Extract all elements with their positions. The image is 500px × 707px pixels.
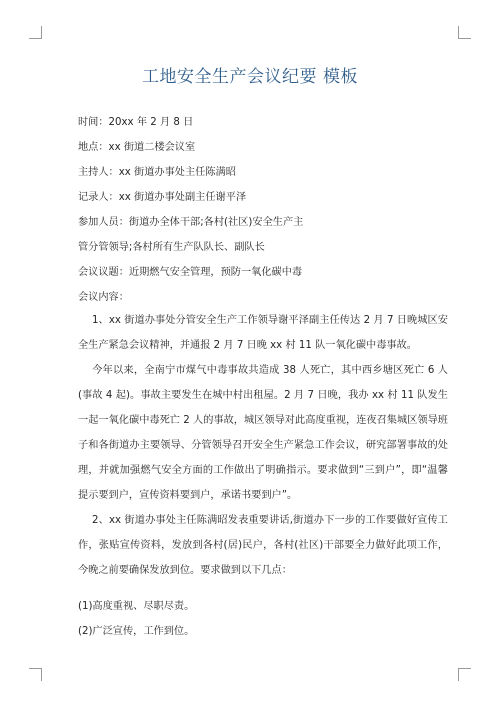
- crop-mark-bottom-right: [458, 668, 471, 681]
- paragraph-2: 今年以来，全南宁市煤气中毒事故共造成 38 人死亡，其中西乡塘区死亡 6 人(事故 4 起)。事故主要发生在城中村出租屋。2 月 7 日晚，我办 xx 村 11 队发生一起一氧化碳中毒死亡 2 人的事故，城区领导对此高度重视，连夜召集城区领导班子和各街道办主要领导、分管领导召开安全生产紧急工作会议，研究部署事故的处理，并就加强燃气安全方面的工作做出了明确指示。要求做到“三到户”，即“温馨提示要到户，宣传资料要到户，承诺书要到户”。: [78, 365, 448, 501]
- list-item-1: (1)高度重视、尽职尽责。: [78, 601, 195, 612]
- list-item-2: (2)广泛宣传，工作到位。: [78, 626, 195, 637]
- document-title: 工地安全生产会议纪要 模板: [142, 67, 358, 87]
- meta-time: 时间：20xx 年 2 月 8 日: [78, 117, 194, 128]
- paragraph-3: 2、xx 街道办事处主任陈满昭发表重要讲话,街道办下一步的工作要做好宣传工作，张贴宣传资料，发放到各村(居)民户，各村(社区)干部要全力做好此项工作，今晚之前要确保发放到位。要求做到以下几点：: [78, 515, 448, 576]
- meta-recorder: 记录人：xx 街道办事处副主任谢平泽: [78, 192, 247, 203]
- paragraph-1: 1、xx 街道办事处分管安全生产工作领导谢平泽副主任传达 2 月 7 日晚城区安全生产紧急会议精神，并通报 2 月 7 日晚 xx 村 11 队一氧化碳中毒事故。: [78, 315, 448, 351]
- meta-host: 主持人：xx 街道办事处主任陈满昭: [78, 167, 236, 178]
- meta-content-heading: 会议内容：: [78, 292, 129, 303]
- crop-mark-top-right: [458, 26, 471, 39]
- meta-attendees: 参加人员：街道办全体干部;各村(社区)安全生产主: [78, 217, 304, 228]
- crop-mark-top-left: [29, 26, 42, 39]
- meta-location: 地点：xx 街道二楼会议室: [78, 142, 196, 153]
- meta-topic: 会议议题：近期燃气安全管理，预防一氧化碳中毒: [78, 267, 303, 278]
- meta-attendees-continued: 管分管领导;各村所有生产队队长、副队长: [78, 242, 265, 253]
- crop-mark-bottom-left: [29, 668, 42, 681]
